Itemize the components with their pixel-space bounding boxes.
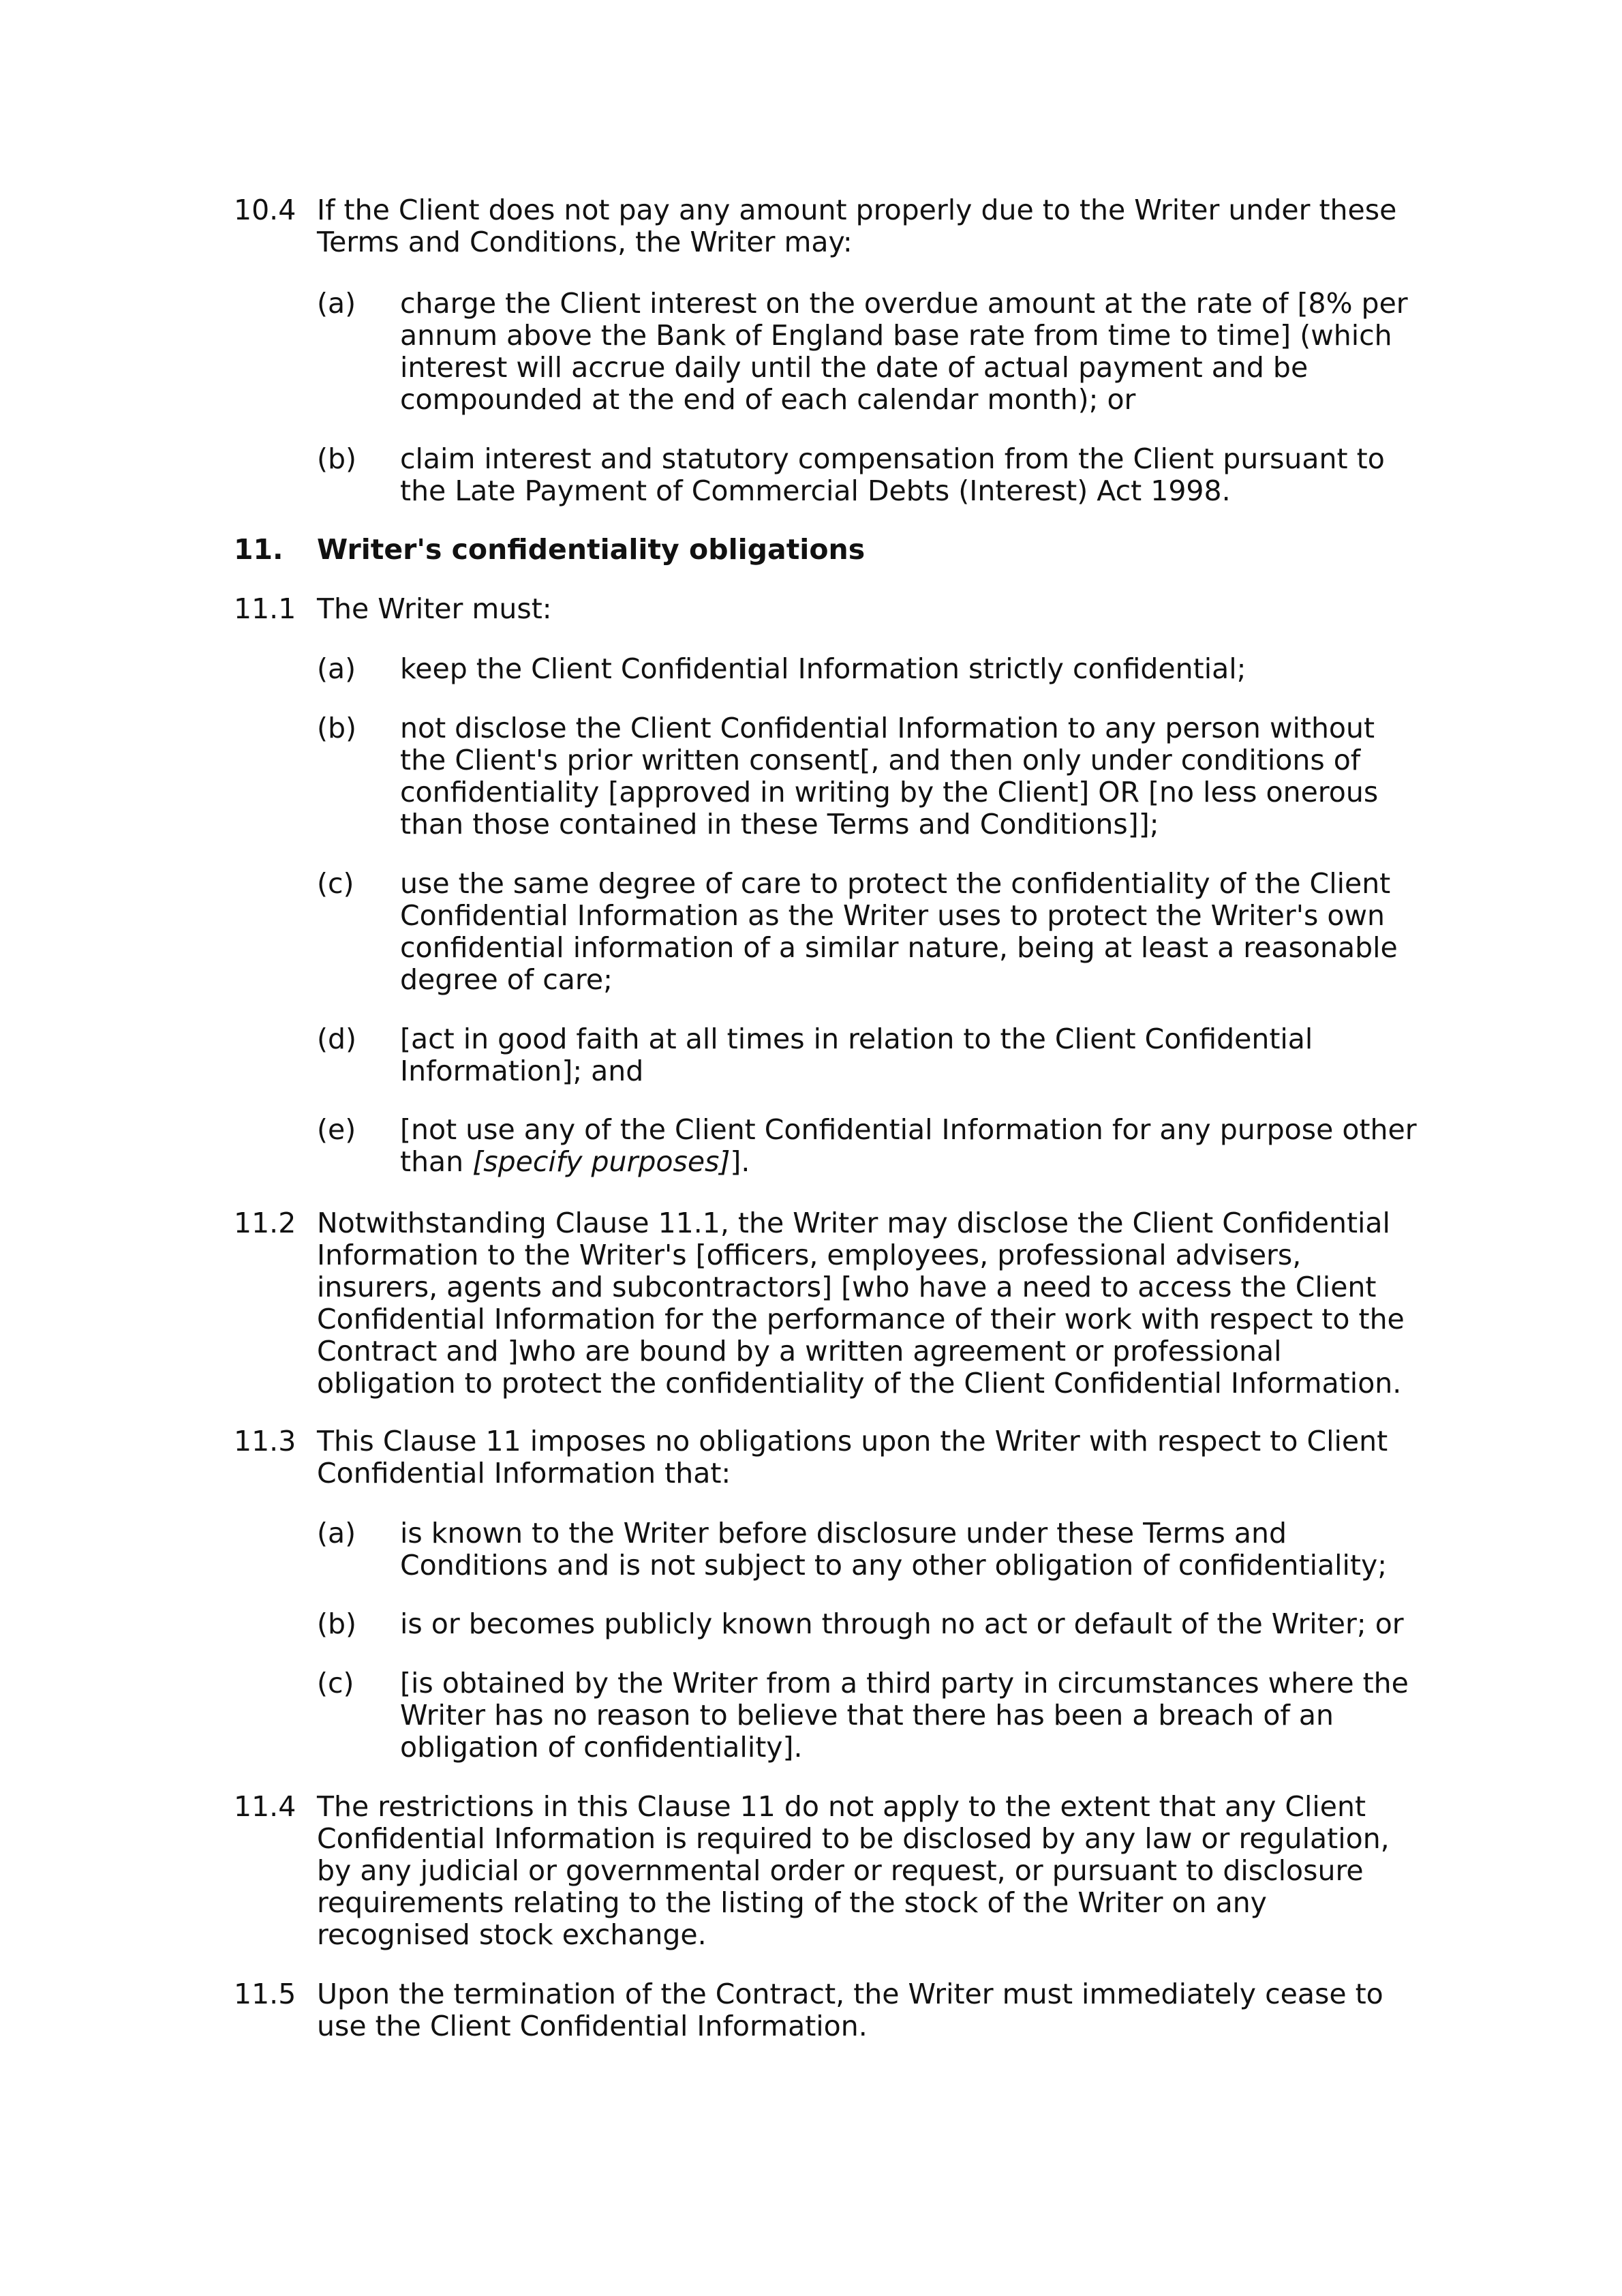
subclause-text-line: Information]; and [400, 1055, 644, 1087]
subclause-text-line: confidential information of a similar nature, being at least a reasonable [400, 931, 1398, 964]
clause-text-line: requirements relating to the listing of the stock of the Writer on any [317, 1886, 1267, 1919]
section-title: Writer's confidentiality obligations [317, 533, 866, 566]
clause-text-line: Confidential Information that: [317, 1457, 731, 1490]
subclause-text-line: [act in good faith at all times in relation to the Client Confidential [400, 1023, 1313, 1055]
subclause-text-line: interest will accrue daily until the date of actual payment and be [400, 351, 1309, 384]
subclause-text-line: confidentiality [approved in writing by the Client] OR [no less onerous [400, 776, 1379, 809]
clause-text-line: This Clause 11 imposes no obligations upon the Writer with respect to Client [317, 1425, 1388, 1457]
subclause-text-line: compounded at the end of each calendar month); or [400, 383, 1136, 416]
clause-text-line: Contract and ]who are bound by a written agreement or professional [317, 1335, 1282, 1368]
text-run: ]. [730, 1145, 750, 1178]
subclause-text-line: use the same degree of care to protect the confidentiality of the Client [400, 867, 1391, 900]
subclause-text-line: than those contained in these Terms and Conditions]]; [400, 808, 1159, 841]
subclause-letter: (a) [317, 1517, 356, 1550]
clause-text-line: Notwithstanding Clause 11.1, the Writer may disclose the Client Confidential [317, 1207, 1390, 1239]
section-number: 11. [234, 533, 284, 566]
subclause-text-line: charge the Client interest on the overdue amount at the rate of [8% per [400, 287, 1408, 320]
clause-text-line: Confidential Information for the performance of their work with respect to the [317, 1303, 1405, 1335]
clause-number: 11.5 [234, 1978, 296, 2010]
subclause-letter: (b) [317, 712, 357, 744]
clause-text-line: If the Client does not pay any amount properly due to the Writer under these [317, 194, 1397, 226]
subclause-text-line: degree of care; [400, 963, 613, 996]
clause-number: 11.4 [234, 1790, 296, 1823]
subclause-text-line: not disclose the Client Confidential Information to any person without [400, 712, 1375, 744]
placeholder-italic: [specify purposes] [472, 1145, 731, 1178]
subclause-letter: (d) [317, 1023, 357, 1055]
clause-text-line: insurers, agents and subcontractors] [who have a need to access the Client [317, 1271, 1377, 1303]
subclause-text-line: [not use any of the Client Confidential Information for any purpose other [400, 1113, 1417, 1146]
clause-text-line: Confidential Information is required to be disclosed by any law or regulation, [317, 1822, 1390, 1855]
subclause-text-line: [is obtained by the Writer from a third party in circumstances where the [400, 1667, 1409, 1700]
text-run: than [400, 1145, 473, 1178]
subclause-text-line: Confidential Information as the Writer uses to protect the Writer's own [400, 899, 1385, 932]
subclause-text-line: annum above the Bank of England base rate from time to time] (which [400, 319, 1392, 352]
clause-text-line: The Writer must: [317, 592, 552, 625]
clause-text-line: Upon the termination of the Contract, the Writer must immediately cease to [317, 1978, 1383, 2010]
subclause-text-line: the Client's prior written consent[, and then only under conditions of [400, 744, 1361, 776]
subclause-letter: (b) [317, 442, 357, 475]
clause-text-line: Information to the Writer's [officers, employees, professional advisers, [317, 1239, 1302, 1271]
subclause-text-line: keep the Client Confidential Information strictly confidential; [400, 652, 1246, 685]
clause-number: 10.4 [234, 194, 296, 226]
subclause-letter: (a) [317, 287, 356, 320]
subclause-text-line [400, 1146, 1417, 1178]
subclause-letter: (e) [317, 1113, 356, 1146]
subclause-letter: (c) [317, 1667, 354, 1700]
clause-text-line: recognised stock exchange. [317, 1918, 707, 1951]
clause-number: 11.1 [234, 592, 296, 625]
clause-text-line: Terms and Conditions, the Writer may: [317, 226, 853, 258]
clause-number: 11.2 [234, 1207, 296, 1239]
subclause-text-line: Conditions and is not subject to any other obligation of confidentiality; [400, 1549, 1388, 1582]
subclause-letter: (b) [317, 1607, 357, 1640]
subclause-letter: (c) [317, 867, 354, 900]
clause-text-line: obligation to protect the confidentiality of the Client Confidential Information. [317, 1367, 1402, 1400]
subclause-text-line: the Late Payment of Commercial Debts (Interest) Act 1998. [400, 474, 1231, 507]
clause-text-line: The restrictions in this Clause 11 do not apply to the extent that any Client [317, 1790, 1366, 1823]
subclause-text-line: Writer has no reason to believe that there has been a breach of an [400, 1699, 1334, 1732]
subclause-letter: (a) [317, 652, 356, 685]
clause-number: 11.3 [234, 1425, 296, 1457]
subclause-text-line: is or becomes publicly known through no act or default of the Writer; or [400, 1607, 1404, 1640]
subclause-text-line: claim interest and statutory compensation from the Client pursuant to [400, 442, 1385, 475]
clause-text-line: use the Client Confidential Information. [317, 2010, 868, 2042]
clause-text-line: by any judicial or governmental order or request, or pursuant to disclosure [317, 1854, 1364, 1887]
subclause-text-line: is known to the Writer before disclosure under these Terms and [400, 1517, 1287, 1550]
subclause-text-line: obligation of confidentiality]. [400, 1731, 803, 1764]
